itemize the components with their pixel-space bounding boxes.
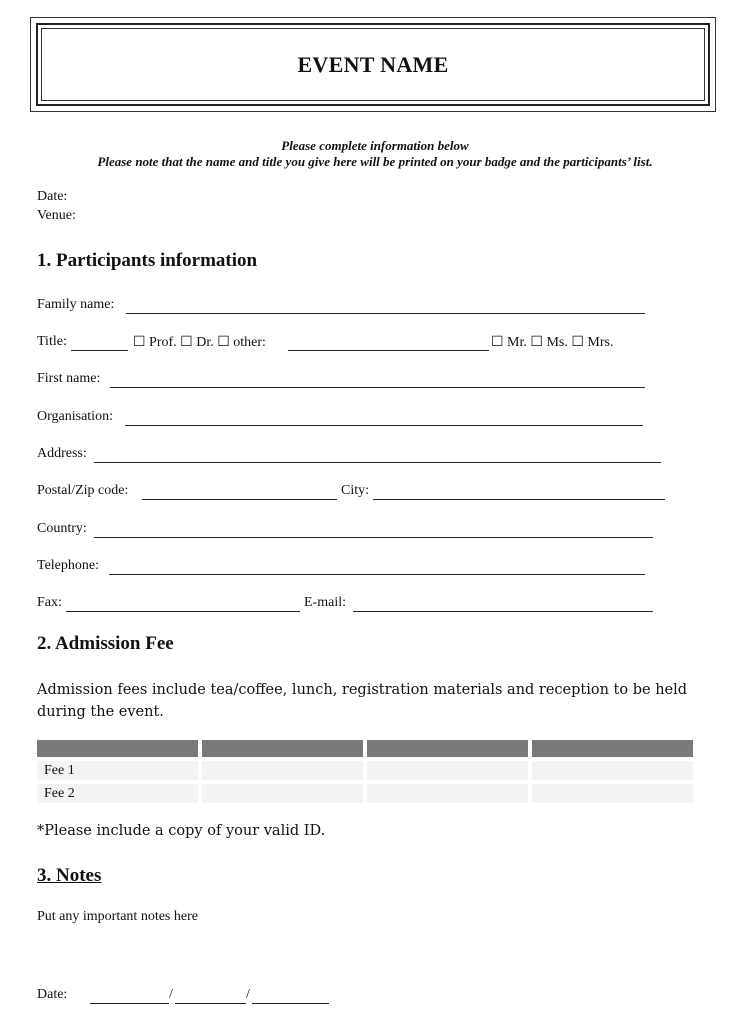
event-title-box xyxy=(30,17,716,112)
instructions-line-1: Please complete information below xyxy=(281,138,469,153)
organisation-label: Organisation: xyxy=(37,409,113,424)
fee-row-label: Fee 2 xyxy=(37,784,198,803)
email-field[interactable] xyxy=(353,611,653,612)
section-admission-heading: 2. Admission Fee xyxy=(37,633,174,654)
postal-code-label: Postal/Zip code: xyxy=(37,483,129,498)
country-row xyxy=(37,521,87,541)
event-venue-label: Venue: xyxy=(37,208,76,223)
table-row xyxy=(37,784,693,803)
family-name-row xyxy=(37,297,114,317)
first-name-label: First name: xyxy=(37,371,101,386)
event-date-label: Date: xyxy=(37,189,68,204)
city-label: City: xyxy=(341,483,370,498)
fee-table-header xyxy=(37,740,693,757)
date-day-field[interactable] xyxy=(90,1003,169,1004)
address-row xyxy=(37,446,87,466)
notes-area[interactable]: Put any important notes here xyxy=(37,909,198,924)
fee-cell[interactable] xyxy=(367,784,528,803)
first-name-field[interactable] xyxy=(110,387,645,388)
date-separator-2: / xyxy=(246,987,250,1002)
address-label: Address: xyxy=(37,446,87,461)
fee-cell[interactable] xyxy=(532,784,693,803)
city-field[interactable] xyxy=(373,499,665,500)
id-note: *Please include a copy of your valid ID. xyxy=(37,823,326,839)
telephone-label: Telephone: xyxy=(37,558,99,573)
fee-cell[interactable] xyxy=(532,761,693,780)
family-name-field[interactable] xyxy=(126,313,645,314)
country-label: Country: xyxy=(37,521,87,536)
event-title: EVENT NAME xyxy=(297,51,449,77)
instructions xyxy=(30,138,720,170)
instructions-line-2: Please note that the name and title you give here will be printed on your badge and the participants’ list. xyxy=(97,154,653,169)
date-year-field[interactable] xyxy=(252,1003,329,1004)
date-month-field[interactable] xyxy=(175,1003,246,1004)
fax-field[interactable] xyxy=(66,611,300,612)
fee-header-cell xyxy=(37,740,198,757)
family-name-label: Family name: xyxy=(37,297,115,312)
email-label: E-mail: xyxy=(304,595,346,610)
title-label: Title: xyxy=(37,334,67,349)
section-participants-heading: 1. Participants information xyxy=(37,250,258,271)
fee-header-cell xyxy=(367,740,528,757)
fee-header-cell xyxy=(532,740,693,757)
telephone-field[interactable] xyxy=(109,574,645,575)
date-separator-1: / xyxy=(169,987,173,1002)
footer-date-row xyxy=(37,987,67,1007)
fee-header-cell xyxy=(202,740,363,757)
title-other-field[interactable] xyxy=(288,350,489,351)
country-field[interactable] xyxy=(94,537,653,538)
organisation-field[interactable] xyxy=(125,425,643,426)
fee-cell[interactable] xyxy=(202,784,363,803)
address-field[interactable] xyxy=(94,462,661,463)
telephone-row xyxy=(37,558,99,578)
title-options-civil[interactable]: ☐ Mr. ☐ Ms. ☐ Mrs. xyxy=(491,335,614,350)
fee-cell[interactable] xyxy=(367,761,528,780)
fax-label: Fax: xyxy=(37,595,62,610)
fee-table xyxy=(37,740,693,803)
title-field[interactable] xyxy=(71,350,128,351)
footer-date-label: Date: xyxy=(37,987,68,1002)
first-name-row xyxy=(37,371,100,391)
admission-description: Admission fees include tea/coffee, lunch, registration materials and reception to be held during the event. xyxy=(37,682,688,720)
postal-row xyxy=(37,483,128,503)
fee-row-label: Fee 1 xyxy=(37,761,198,780)
postal-code-field[interactable] xyxy=(142,499,337,500)
title-row-label xyxy=(37,334,67,354)
section-notes-heading: 3. Notes xyxy=(37,865,102,886)
organisation-row xyxy=(37,409,113,429)
fee-cell[interactable] xyxy=(202,761,363,780)
title-options-academic[interactable]: ☐ Prof. ☐ Dr. ☐ other: xyxy=(133,335,266,350)
table-row xyxy=(37,761,693,780)
fax-row xyxy=(37,595,62,615)
